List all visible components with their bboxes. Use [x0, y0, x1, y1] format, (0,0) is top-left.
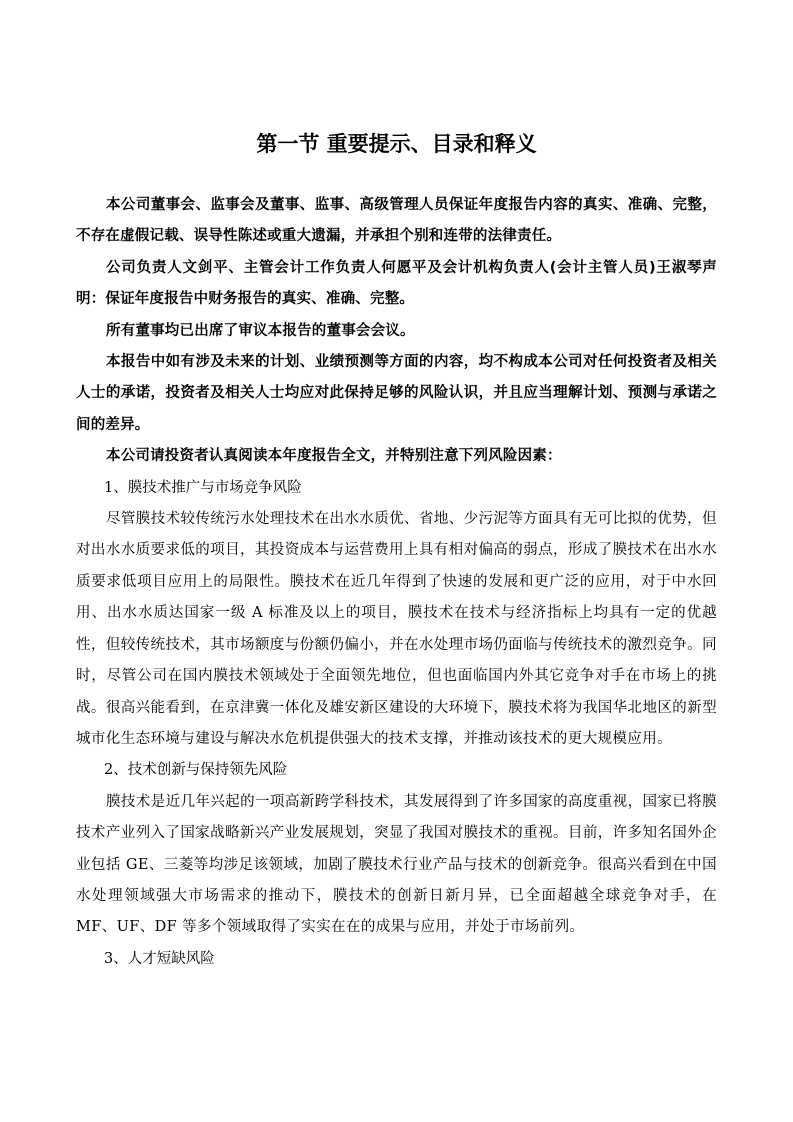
financial-report-declaration: 公司负责人文剑平、主管会计工作负责人何愿平及会计机构负责人(会计主管人员)王淑琴声明：保证年度报告中财务报告的真实、准确、完整。 [76, 259, 717, 308]
risk-heading-market-competition: 1、膜技术推广与市场竞争风险 [104, 479, 302, 496]
risk-heading-talent-shortage: 3、人才短缺风险 [104, 950, 215, 967]
report-body [76, 190, 717, 975]
risk-factors-intro: 本公司请投资者认真阅读本年度报告全文，并特别注意下列风险因素： [106, 448, 562, 465]
section-title: 第一节 重要提示、目录和释义 [256, 131, 537, 156]
risk-heading-technology-innovation: 2、技术创新与保持领先风险 [104, 762, 288, 779]
risk-body-market-competition: 尽管膜技术较传统污水处理技术在出水水质优、省地、少污泥等方面具有无可比拟的优势，但对出水水质要求低的项目，其投资成本与运营费用上具有相对偏高的弱点，形成了膜技术在出水水质要求低项目应用上的局限性。膜技术在近几年得到了快速的发展和更广泛的应用，对于中水回用、出水水质达国家一级 A 标准及以上的项目，膜技术在技术与经济指标上均具有一定的优越性，但较传统技术，其市场额度与份额仍偏小，并在水处理市场仍面临与传统技术的激烈竞争。同时，尽管公司在国内膜技术领域处于全面领先地位，但也面临国内外其它竞争对手在市场上的挑战。很高兴能看到，在京津冀一体化及雄安新区建设的大环境下，膜技术将为我国华北地区的新型城市化生态环境与建设与解决水危机提供强大的技术支撑，并推动该技术的更大规模应用。 [76, 511, 717, 747]
board-attendance-statement: 所有董事均已出席了审议本报告的董事会会议。 [106, 322, 415, 339]
risk-body-technology-innovation: 膜技术是近几年兴起的一项高新跨学科技术，其发展得到了许多国家的高度重视，国家已将膜技术产业列入了国家战略新兴产业发展规划，突显了我国对膜技术的重视。目前，许多知名国外企业包括 GE、三菱等均涉足该领域，加剧了膜技术行业产品与技术的创新竞争。很高兴看到在中国水处理领域强大市场需求的推动下，膜技术的创新日新月异，已全面超越全球竞争对手，在 MF、UF、DF 等多个领域取得了实实在在的成果与应用，并处于市场前列。 [76, 793, 717, 936]
board-responsibility-statement: 本公司董事会、监事会及董事、监事、高级管理人员保证年度报告内容的真实、准确、完整，不存在虚假记载、误导性陈述或重大遗漏，并承担个别和连带的法律责任。 [76, 197, 717, 245]
forward-looking-disclaimer: 本报告中如有涉及未来的计划、业绩预测等方面的内容，均不构成本公司对任何投资者及相关人士的承诺，投资者及相关人士均应对此保持足够的风险认识，并且应当理解计划、预测与承诺之间的差异。 [76, 354, 717, 433]
